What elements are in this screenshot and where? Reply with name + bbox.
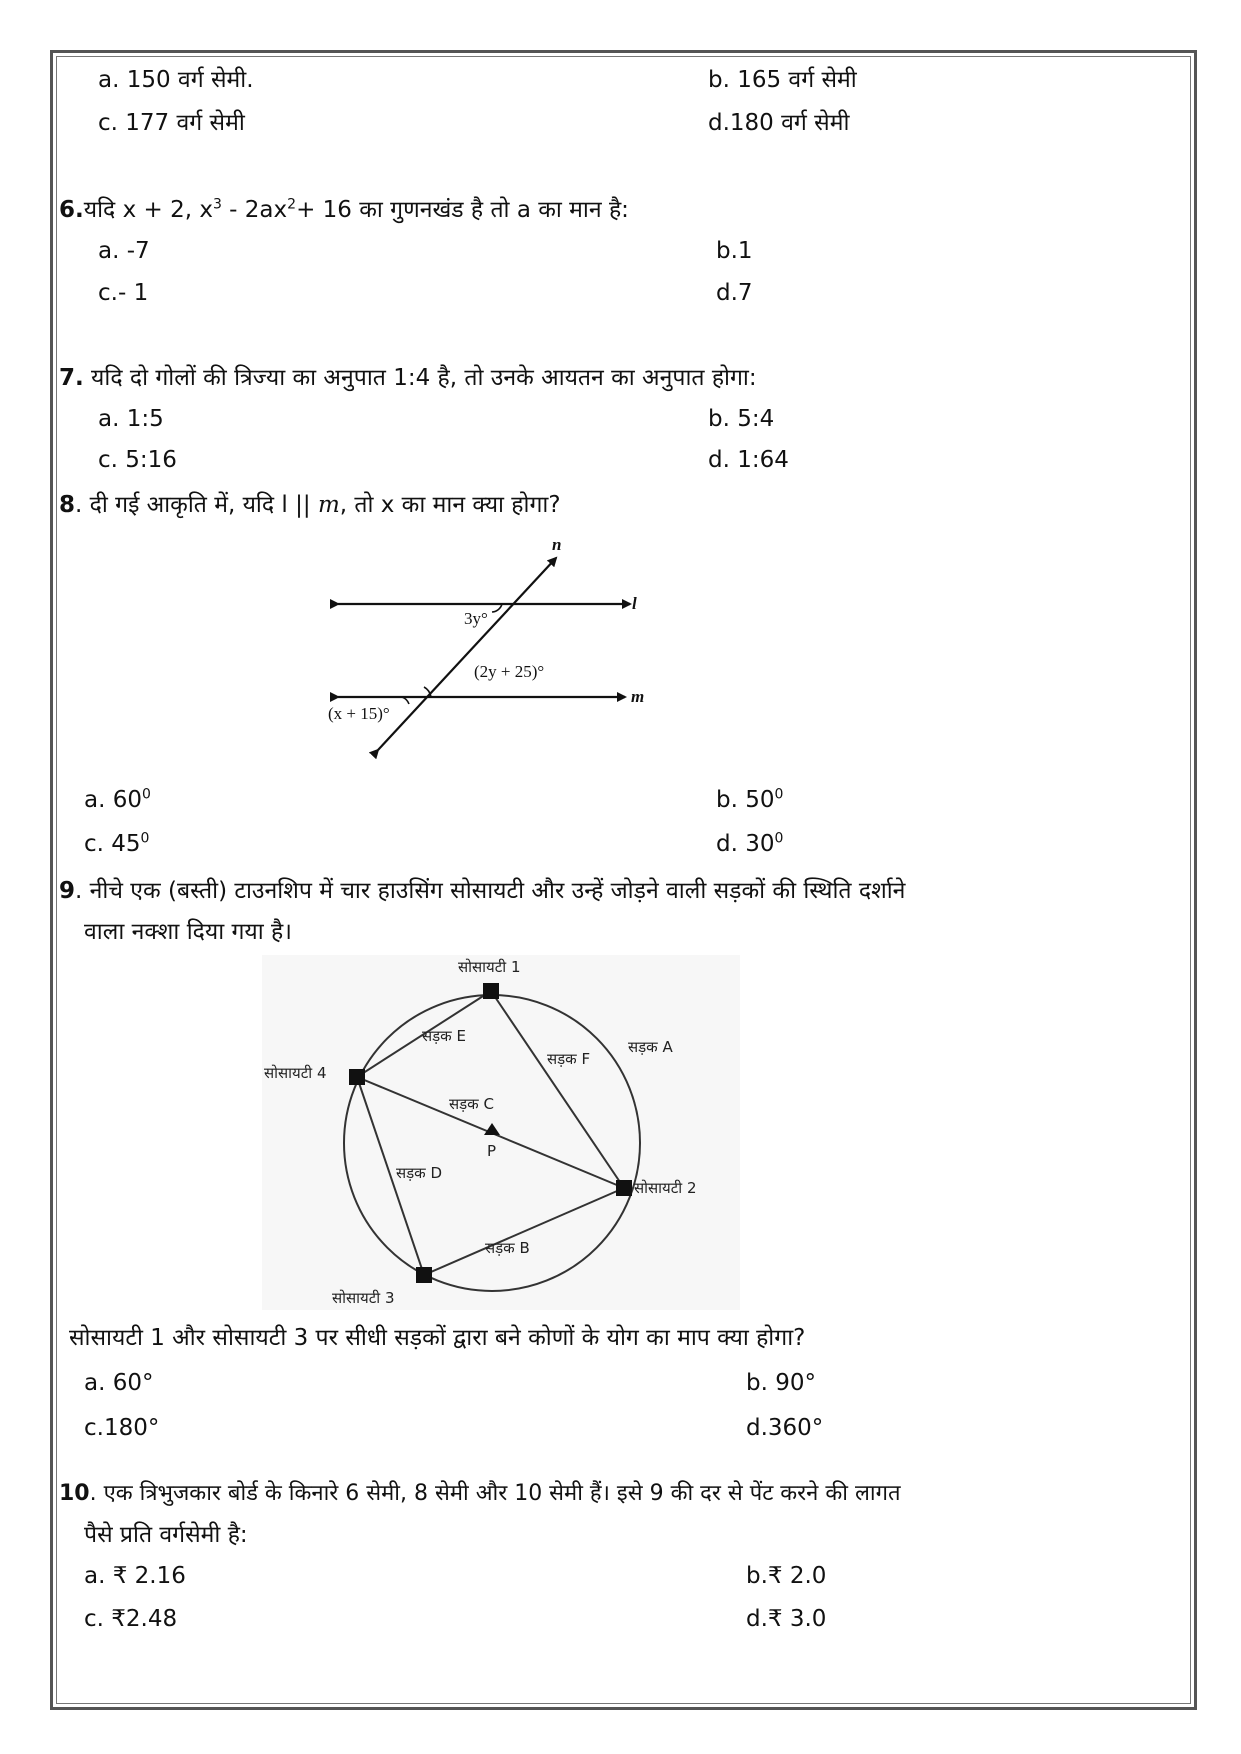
q8-option-d: [716, 830, 783, 858]
q7-option-d: d. 1:64: [708, 447, 789, 473]
q8-text-post: , तो x का मान क्या होगा?: [339, 492, 561, 518]
q5-option-b: b. 165 वर्ग सेमी: [708, 67, 857, 93]
q5-option-a: a. 150 वर्ग सेमी.: [98, 67, 254, 93]
q9-sub-question: सोसायटी 1 और सोसायटी 3 पर सीधी सड़कों द्वारा बने कोणों के योग का माप क्या होगा?: [69, 1325, 806, 1351]
q10-question-line2: पैसे प्रति वर्गसेमी है:: [84, 1522, 248, 1548]
q10-option-d: d.₹ 3.0: [746, 1606, 827, 1632]
q8-text-m: m: [317, 492, 340, 518]
q8-option-c: [84, 830, 149, 858]
q7-question: [59, 364, 757, 392]
q6-option-b: b.1: [716, 238, 753, 264]
label-m: m: [631, 687, 645, 706]
q10-text-line1: . एक त्रिभुजकार बोर्ड के किनारे 6 सेमी, 8 सेमी और 10 सेमी हैं। इसे 9 की दर से पेंट करने की लागत: [89, 1481, 901, 1506]
society-2-marker: [616, 1180, 632, 1196]
label-l: l: [632, 594, 637, 613]
society-1-marker: [483, 983, 499, 999]
q8-number: 8: [59, 492, 76, 518]
q8-option-a: [84, 786, 151, 814]
label-road-a: सड़क A: [628, 1038, 673, 1056]
q8-option-c-sup: 0: [140, 830, 150, 847]
q9-option-b: b. 90°: [746, 1370, 816, 1396]
q6-option-a: a. -7: [98, 238, 150, 264]
q7-option-a: a. 1:5: [98, 406, 164, 432]
q9-option-a: a. 60°: [84, 1370, 154, 1396]
q8-option-d-text: d. 30: [716, 831, 775, 857]
q7-option-b: b. 5:4: [708, 406, 775, 432]
q7-text: यदि दो गोलों की त्रिज्या का अनुपात 1:4 है, तो उनके आयतन का अनुपात होगा:: [83, 365, 757, 391]
label-society-3: सोसायटी 3: [332, 1289, 395, 1307]
q6-exp2: 2: [287, 196, 297, 213]
q10-number: 10: [59, 1481, 90, 1506]
q6-text-mid: - 2ax: [221, 197, 288, 223]
q10-option-a: a. ₹ 2.16: [84, 1563, 186, 1589]
q8-option-b-text: b. 50: [716, 787, 775, 813]
label-2y-plus-25: (2y + 25)°: [474, 662, 545, 681]
transversal-n: [378, 558, 556, 750]
label-society-2: सोसायटी 2: [634, 1179, 697, 1197]
label-n: n: [552, 535, 562, 554]
society-3-marker: [416, 1267, 432, 1283]
q8-option-a-text: a. 60: [84, 787, 142, 813]
q8-text-pre: . दी गई आकृति में, यदि l ||: [75, 492, 318, 518]
q5-option-c: c. 177 वर्ग सेमी: [98, 110, 245, 136]
q6-option-d: d.7: [716, 280, 753, 306]
q10-option-c: c. ₹2.48: [84, 1606, 178, 1632]
q6-number: 6.: [59, 197, 84, 223]
township-map-figure: [262, 955, 740, 1310]
q9-question-line1: [59, 877, 905, 905]
q6-option-c: c.- 1: [98, 280, 149, 306]
q8-option-a-sup: 0: [141, 786, 151, 803]
q8-option-c-text: c. 45: [84, 831, 141, 857]
q10-question-line1: [59, 1480, 901, 1508]
label-3y: 3y°: [464, 609, 488, 628]
q9-question-line2: वाला नक्शा दिया गया है।: [84, 919, 292, 945]
q8-option-b: [716, 786, 783, 814]
q10-option-b: b.₹ 2.0: [746, 1563, 827, 1589]
q6-text-post: + 16 का गुणनखंड है तो a का मान है:: [296, 197, 629, 223]
label-society-1: सोसायटी 1: [458, 958, 521, 976]
label-road-d: सड़क D: [396, 1164, 443, 1182]
angle-arc-top: [492, 604, 502, 612]
society-4-marker: [349, 1069, 365, 1085]
label-road-e: सड़क E: [422, 1027, 466, 1045]
label-x-plus-15: (x + 15)°: [328, 704, 390, 723]
label-road-c: सड़क C: [449, 1095, 494, 1113]
label-road-b: सड़क B: [485, 1239, 530, 1257]
q6-text-pre: यदि x + 2, x: [83, 197, 213, 223]
q8-question: [59, 491, 561, 519]
label-road-f: सड़क F: [547, 1050, 591, 1068]
q9-text-line1: . नीचे एक (बस्ती) टाउनशिप में चार हाउसिंग सोसायटी और उन्हें जोड़ने वाली सड़कों की स्थिति दर्शाने: [75, 878, 906, 904]
label-society-4: सोसायटी 4: [264, 1064, 327, 1082]
q8-option-d-sup: 0: [774, 830, 784, 847]
q7-option-c: c. 5:16: [98, 447, 177, 473]
q5-option-d: d.180 वर्ग सेमी: [708, 110, 850, 136]
q9-option-d: d.360°: [746, 1415, 824, 1441]
q8-option-b-sup: 0: [774, 786, 784, 803]
q6-question: [59, 196, 629, 224]
q9-number: 9: [59, 878, 76, 904]
q9-option-c: c.180°: [84, 1415, 160, 1441]
q7-number: 7.: [59, 365, 84, 391]
parallel-lines-figure: [320, 530, 660, 780]
label-point-p: P: [487, 1142, 497, 1160]
q6-exp1: 3: [212, 196, 222, 213]
